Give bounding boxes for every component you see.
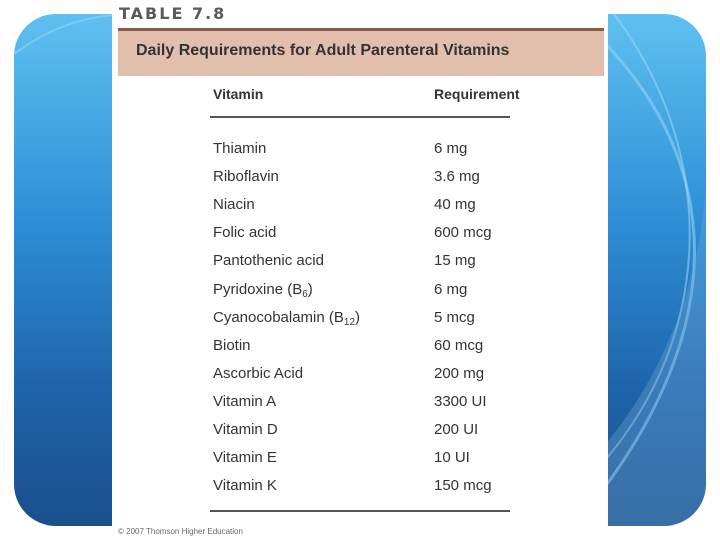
vitamin-name bbox=[213, 477, 277, 494]
table-row bbox=[0, 421, 720, 443]
vitamin-name bbox=[213, 281, 313, 300]
requirement-value: 3300 UI bbox=[434, 392, 487, 410]
vitamin-name-text: Vitamin D bbox=[213, 421, 278, 438]
vitamin-name bbox=[213, 449, 277, 466]
vitamin-name-text: Vitamin A bbox=[213, 392, 277, 410]
requirement-value: 200 UI bbox=[434, 421, 479, 438]
table-number: TABLE 7.8 bbox=[119, 4, 227, 23]
table-row bbox=[0, 337, 720, 359]
table-row bbox=[0, 477, 720, 499]
vitamin-name-text: Riboflavin bbox=[213, 168, 279, 186]
copyright-text: © 2007 Thomson Higher Education bbox=[118, 527, 243, 536]
requirement-value: 60 mcg bbox=[434, 336, 484, 354]
vitamin-name bbox=[213, 393, 276, 410]
requirement-value: 600 mcg bbox=[434, 224, 492, 242]
footer-rule bbox=[210, 510, 510, 512]
table-row bbox=[0, 365, 720, 387]
table-row bbox=[0, 281, 720, 303]
table-row bbox=[0, 309, 720, 331]
vitamin-name bbox=[213, 224, 276, 241]
table-row bbox=[0, 168, 720, 190]
table-row bbox=[0, 196, 720, 218]
vitamin-name bbox=[213, 196, 255, 213]
vitamin-name bbox=[213, 365, 303, 382]
vitamin-name-text: Thiamin bbox=[213, 140, 267, 157]
table-title: Daily Requirements for Adult Parenteral Vitamins bbox=[136, 42, 510, 59]
table-row bbox=[0, 224, 720, 246]
vitamin-name bbox=[213, 309, 360, 328]
vitamin-name-text: Biotin bbox=[213, 336, 251, 354]
vitamin-subscript: 12 bbox=[343, 316, 356, 328]
vitamin-name bbox=[213, 421, 278, 438]
vitamin-name-suffix: ) bbox=[355, 308, 361, 326]
vitamin-name-text: Pyridoxine (B bbox=[213, 280, 303, 298]
vitamin-name bbox=[213, 168, 279, 185]
table-row bbox=[0, 393, 720, 415]
requirement-value: 40 mg bbox=[434, 196, 476, 214]
requirement-value: 150 mcg bbox=[434, 477, 492, 495]
vitamin-name-suffix: ) bbox=[307, 280, 313, 298]
vitamin-name bbox=[213, 140, 266, 157]
vitamin-name-text: Pantothenic acid bbox=[213, 252, 324, 270]
requirement-value: 3.6 mg bbox=[434, 168, 480, 186]
vitamin-name-text: Vitamin K bbox=[213, 477, 277, 495]
vitamin-name-text: Ascorbic Acid bbox=[213, 364, 304, 382]
requirement-value: 6 mg bbox=[434, 280, 468, 298]
vitamin-name bbox=[213, 337, 251, 354]
column-header-requirement: Requirement bbox=[434, 86, 520, 102]
header-rule bbox=[210, 116, 510, 118]
requirement-value: 6 mg bbox=[434, 140, 468, 157]
table-row bbox=[0, 449, 720, 471]
requirement-value: 200 mg bbox=[434, 364, 485, 382]
vitamin-name bbox=[213, 252, 324, 269]
vitamin-name-text: Vitamin E bbox=[213, 449, 277, 467]
vitamin-name-text: Folic acid bbox=[213, 224, 277, 242]
requirement-value: 15 mg bbox=[434, 252, 476, 270]
requirement-value: 10 UI bbox=[434, 449, 470, 467]
table-title-band bbox=[118, 28, 604, 76]
vitamin-name-text: Niacin bbox=[213, 196, 255, 214]
vitamin-name-text: Cyanocobalamin (B bbox=[213, 308, 344, 326]
column-header-vitamin: Vitamin bbox=[213, 86, 264, 102]
table-row bbox=[0, 140, 720, 162]
table-row bbox=[0, 252, 720, 274]
vitamin-subscript: 6 bbox=[302, 288, 308, 300]
requirement-value: 5 mcg bbox=[434, 308, 475, 326]
